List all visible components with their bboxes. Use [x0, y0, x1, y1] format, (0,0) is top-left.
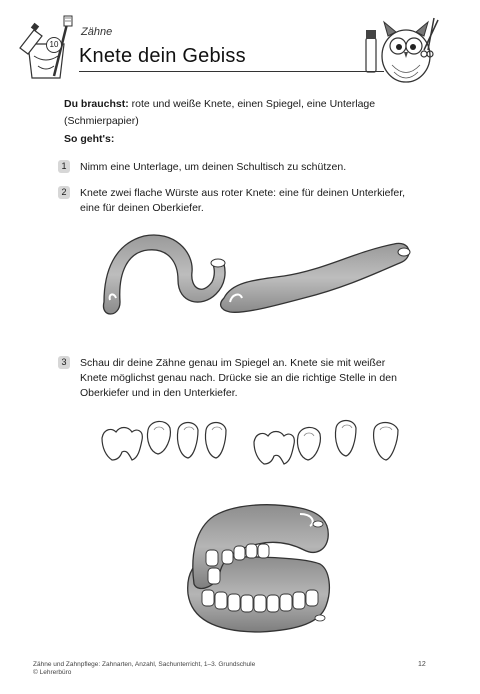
step-text: Nimm eine Unterlage, um deinen Schultisch zu schützen.: [80, 161, 347, 173]
owl-mascot-icon: [362, 10, 440, 88]
step-text: Knete zwei flache Würste aus roter Knete: eine für deinen Unterkiefer, eine für deinen Oberkiefer.: [80, 187, 406, 214]
footer-line-2: © Lehrerbüro: [33, 669, 72, 676]
footer-line-1: Zähne und Zahnpflege: Zahnarten, Anzahl, Sachunterricht, 1–3. Grundschule: [33, 661, 256, 668]
topic-label: Zähne: [81, 26, 113, 38]
instructions-heading: So geht's:: [64, 133, 115, 145]
page-badge: 10: [46, 37, 62, 53]
title-divider: [79, 71, 384, 72]
clay-rolls-illustration: [84, 222, 424, 332]
footer-credit: [33, 661, 255, 677]
page-title: Knete dein Gebiss: [79, 45, 246, 67]
step-number: 3: [58, 356, 70, 369]
denture-model-illustration: [180, 494, 340, 644]
materials-label: Du brauchst:: [64, 98, 129, 110]
teeth-illustration: [98, 412, 418, 470]
page-number: 12: [418, 661, 426, 668]
step-number: 2: [58, 186, 70, 199]
step-number: 1: [58, 160, 70, 173]
step-text: Schau dir deine Zähne genau im Spiegel an. Knete sie mit weißer Knete möglichst genau nach. Drücke sie an die richtige Stelle in den Oberkiefer und in den Unterkiefer.: [80, 357, 397, 399]
materials-paragraph: [64, 96, 409, 130]
materials-text: rote und weiße Knete, einen Spiegel, eine Unterlage (Schmierpapier): [64, 98, 376, 127]
